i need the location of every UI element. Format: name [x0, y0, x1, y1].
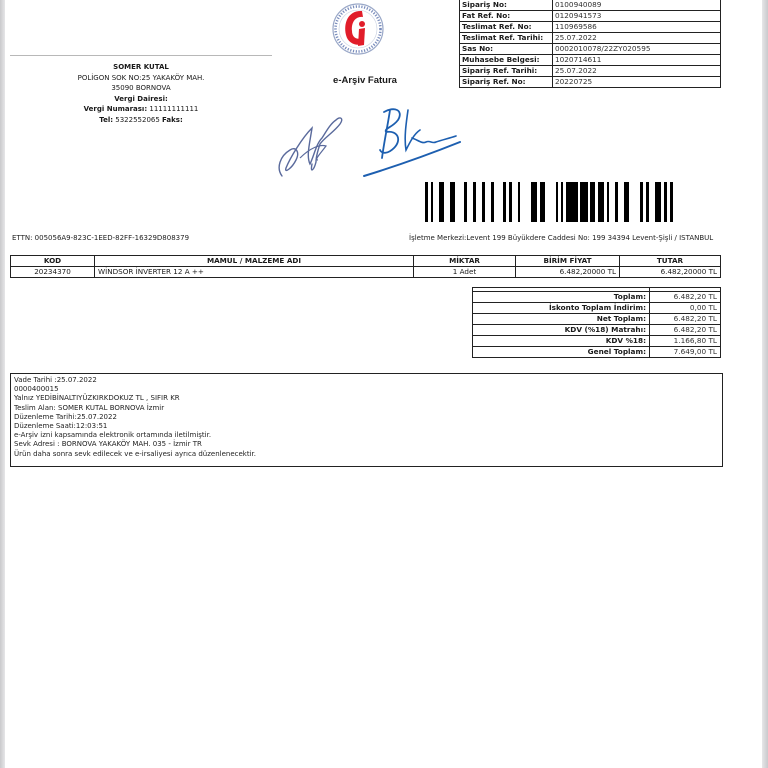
- column-header-qty: MİKTAR: [414, 256, 516, 267]
- column-header-unit-price: BİRİM FİYAT: [516, 256, 620, 267]
- vat-value: 1.166,80 TL: [650, 336, 721, 347]
- table-row: [460, 55, 721, 66]
- ref-label: Sas No:: [460, 44, 553, 55]
- table-row: [460, 44, 721, 55]
- grand-total-value: 7.649,00 TL: [650, 347, 721, 358]
- note-issue-time: Düzenleme Saati:12:03:51: [14, 422, 108, 431]
- ref-value: 0120941573: [553, 11, 721, 22]
- table-row: [473, 347, 721, 358]
- ref-value: 25.07.2022: [553, 33, 721, 44]
- vat-base-label: KDV (%18) Matrahı:: [473, 325, 650, 336]
- net-total-value: 6.482,20 TL: [650, 314, 721, 325]
- table-row: [473, 336, 721, 347]
- discount-label: İskonto Toplam İndirim:: [473, 303, 650, 314]
- ref-label: Fat Ref. No:: [460, 11, 553, 22]
- ref-value: 0100940089: [553, 0, 721, 11]
- net-total-label: Net Toplam:: [473, 314, 650, 325]
- ref-label: Teslimat Ref. Tarihi:: [460, 33, 553, 44]
- item-name: WİNDSOR İNVERTER 12 A ++: [95, 267, 414, 278]
- totals-table: [472, 287, 721, 358]
- items-table: [10, 255, 721, 278]
- table-row: [460, 0, 721, 11]
- column-header-name: MAMUL / MALZEME ADI: [95, 256, 414, 267]
- seller-name: SOMER KUTAL: [113, 63, 169, 71]
- grand-total-label: Genel Toplam:: [473, 347, 650, 358]
- page-edge-right: [762, 0, 768, 768]
- table-row: [473, 303, 721, 314]
- item-qty: 1 Adet: [414, 267, 516, 278]
- note-issue-date: Düzenleme Tarihi:25.07.2022: [14, 412, 117, 421]
- reference-table: [459, 0, 721, 88]
- seller-address-line1: POLİGON SOK NO:25 YAKAKÖY MAH.: [77, 73, 205, 82]
- seller-tax-number-row: [10, 104, 272, 115]
- notes-box: [10, 373, 723, 467]
- table-row: [460, 66, 721, 77]
- ref-label: Teslimat Ref. No:: [460, 22, 553, 33]
- header-divider: [10, 55, 272, 56]
- seller-phone-row: [10, 115, 272, 126]
- vat-label: KDV %18:: [473, 336, 650, 347]
- discount-value: 0,00 TL: [650, 303, 721, 314]
- gib-logo-icon: [331, 2, 385, 56]
- table-row: [473, 292, 721, 303]
- table-row: [460, 77, 721, 88]
- ref-value: 110969586: [553, 22, 721, 33]
- ref-label: Sipariş No:: [460, 0, 553, 11]
- column-header-total: TUTAR: [620, 256, 721, 267]
- tel-value: 5322552065: [115, 115, 160, 124]
- ref-value: 20220725: [553, 77, 721, 88]
- ref-label: Muhasebe Belgesi:: [460, 55, 553, 66]
- ref-label: Sipariş Ref. Tarihi:: [460, 66, 553, 77]
- page-edge-left: [0, 0, 5, 768]
- ref-value: 25.07.2022: [553, 66, 721, 77]
- table-row: [460, 22, 721, 33]
- signatures: [270, 98, 470, 183]
- seller-address-line2: 35090 BORNOVA: [111, 84, 171, 92]
- fax-label: Faks:: [162, 115, 183, 124]
- total-label: Toplam:: [473, 292, 650, 303]
- vat-base-value: 6.482,20 TL: [650, 325, 721, 336]
- note-amount-in-words: Yalnız YEDİBİNALTIYÜZKIRKDOKUZ TL , SIFIR KR: [14, 394, 180, 403]
- note-shipping-info: Ürün daha sonra sevk edilecek ve e-irsaliyesi ayrıca düzenlenecektir.: [14, 449, 256, 458]
- total-value: 6.482,20 TL: [650, 292, 721, 303]
- table-row: [460, 33, 721, 44]
- tax-number-value: 11111111111: [149, 105, 199, 113]
- table-header-row: [11, 256, 721, 267]
- barcode: [425, 182, 720, 222]
- tax-number-label: Vergi Numarası:: [83, 105, 148, 113]
- note-e-archive: e-Arşiv izni kapsamında elektronik ortamında iletilmiştir.: [14, 431, 212, 440]
- ref-value: 1020714611: [553, 55, 721, 66]
- item-kod: 20234370: [11, 267, 95, 278]
- item-total: 6.482,20000 TL: [620, 267, 721, 278]
- table-row: [473, 314, 721, 325]
- item-unit-price: 6.482,20000 TL: [516, 267, 620, 278]
- note-received-by: Teslim Alan: SOMER KUTAL BORNOVA İzmir: [14, 403, 165, 412]
- ettn-text: ETTN: 005056A9-823C-1EED-82FF-16329D808379: [12, 234, 190, 242]
- note-due-date: Vade Tarihi :25.07.2022: [14, 376, 97, 384]
- note-shipping-address: Sevk Adresi : BORNOVA YAKAKÖY MAH. 035 - İzmir TR: [14, 440, 202, 449]
- seller-tax-office: Vergi Dairesi:: [114, 94, 168, 103]
- table-row: [460, 11, 721, 22]
- tel-label: Tel:: [99, 115, 114, 124]
- signature-2-icon: [360, 98, 470, 183]
- note-code: 0000400015: [14, 385, 59, 394]
- seller-info: [10, 62, 272, 125]
- table-row: [473, 325, 721, 336]
- business-center-text: İşletme Merkezi:Levent 199 Büyükdere Caddesi No: 199 34394 Levent-Şişli / ISTANBUL: [409, 234, 714, 242]
- ref-label: Sipariş Ref. No:: [460, 77, 553, 88]
- document-title: e-Arşiv Fatura: [333, 75, 397, 86]
- ref-value: 0002010078/22ZY020595: [553, 44, 721, 55]
- column-header-kod: KOD: [11, 256, 95, 267]
- table-row: [11, 267, 721, 278]
